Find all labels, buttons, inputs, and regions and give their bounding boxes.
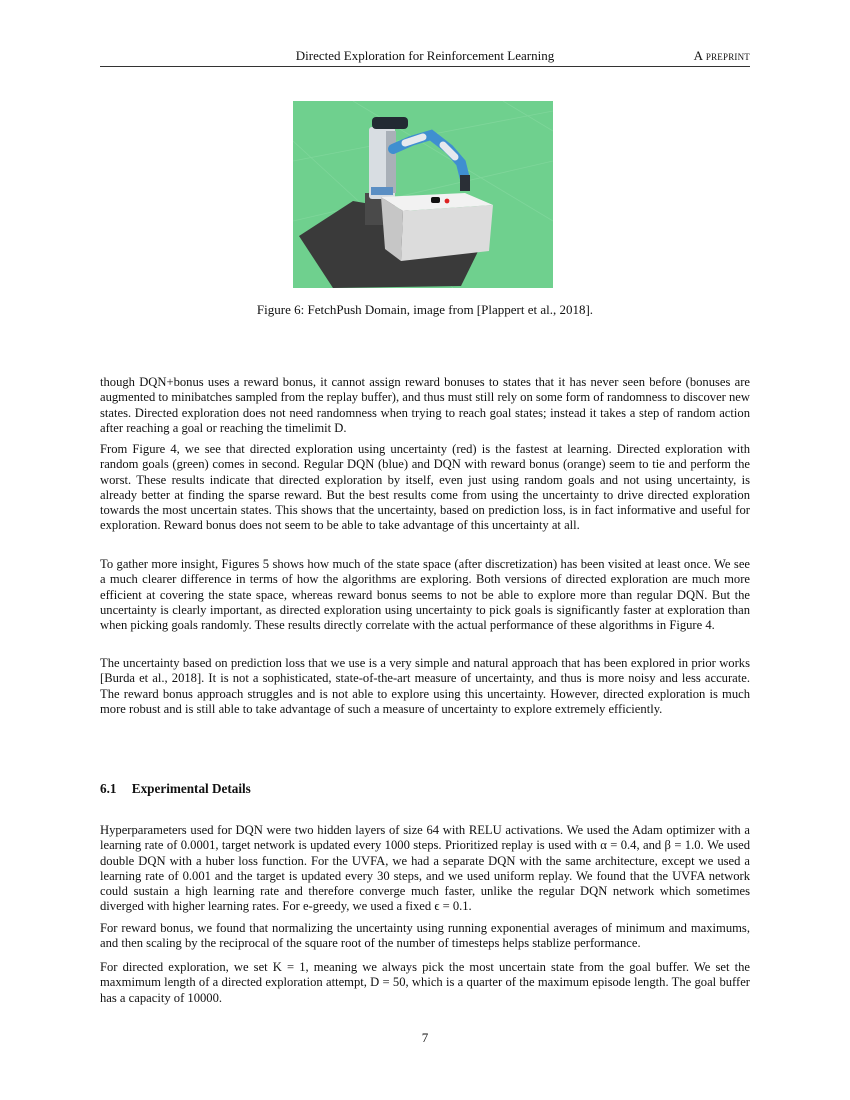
paragraph: though DQN+bonus uses a reward bonus, it cannot assign reward bonuses to states that it has never seen before (bonuses are augmented to minibatches sampled from the replay buffer), and thus must still rely on some form of randomness to discover new states. Directed exploration does not need randomness when trying to reach goal states; instead it takes a step of random action after reaching a goal or reaching the timelimit D. [100, 375, 750, 435]
paragraph: The uncertainty based on prediction loss that we use is a very simple and natural approach that has been explored in prior works [Burda et al., 2018]. It is not a sophisticated, state-of-the-art measure of uncertainty, and thus is more noisy and less accurate. The reward bonus approach struggles and is not able to explore using this uncertainty. However, directed exploration is much more robust and is still able to take advantage of such a measure of uncertainty to explore extremely efficiently. [100, 656, 750, 716]
section-title: Experimental Details [131, 781, 251, 796]
puck [431, 197, 440, 203]
figure-caption: Figure 6: FetchPush Domain, image from [Plappert et al., 2018]. [256, 302, 594, 317]
header-rule [100, 66, 750, 67]
page-number: 7 [421, 1030, 429, 1045]
paragraph: For directed exploration, we set K = 1, meaning we always pick the most uncertain state from the goal buffer. We set the maxmimum length of a directed exploration attempt, D = 50, which is a quarter of the maximum episode length. The goal buffer has a capacity of 10000. [100, 960, 750, 1005]
paragraph: From Figure 4, we see that directed exploration using uncertainty (red) is the fastest at learning. Directed exploration with random goals (green) comes in second. Regular DQN (blue) and DQN with reward bonus (orange) seem to tie and perform the worst. These results indicate that directed exploration by itself, even just using random goals and not using uncertainty, is already better at finding the sparse reward. But the best results come from using the uncertainty to drive directed exploration towards the most uncertain states. This shows that the uncertainty, based on prediction loss, is in fact informative and useful for exploration. Reward bonus does not seem to be able to take advantage of this uncertainty at all. [100, 442, 750, 533]
section-heading [100, 781, 251, 797]
running-header [100, 48, 750, 66]
robot-arm-image [293, 101, 553, 288]
header-tag: A preprint [693, 48, 750, 63]
paragraph: To gather more insight, Figures 5 shows how much of the state space (after discretization) has been visited at least once. We see a much clearer difference in terms of how the algorithms are exploring. Both versions of directed exploration are much more efficient at covering the state space, whereas reward bonus seems to not be able to explore more than regular DQN. But the uncertainty is clearly important, as directed exploration using uncertainty to pick goals is significantly faster at exploration than when picking goals randomly. These results directly correlate with the actual performance of these algorithms in Figure 4. [100, 557, 750, 633]
header-title: Directed Exploration for Reinforcement Learning [295, 48, 555, 63]
section-number: 6.1 [100, 781, 117, 796]
paragraph: For reward bonus, we found that normalizing the uncertainty using running exponential averages of minimum and maximums, and then scaling by the reciprocal of the square root of the number of timesteps helps stablize performance. [100, 921, 750, 951]
paragraph: Hyperparameters used for DQN were two hidden layers of size 64 with RELU activations. We used the Adam optimizer with a learning rate of 0.0001, target network is updated every 1000 steps. Prioritized replay is used with α = 0.4, and β = 1.0. We used double DQN with a huber loss function. For the UVFA, we had a separate DQN with the same architecture, except we used a learning rate of 0.001 and the target is updated every 30 steps, and we used uniform replay. We found that the UVFA network could sustain a high learning rate and therefore converge much faster, unlike the regular DQN network which sometimes diverged with higher learning rates. For e-greedy, we used a fixed ϵ = 0.1. [100, 823, 750, 914]
target-marker [445, 199, 450, 204]
robot-head [372, 117, 408, 129]
fetchpush-figure [293, 101, 553, 288]
gripper [460, 175, 470, 191]
